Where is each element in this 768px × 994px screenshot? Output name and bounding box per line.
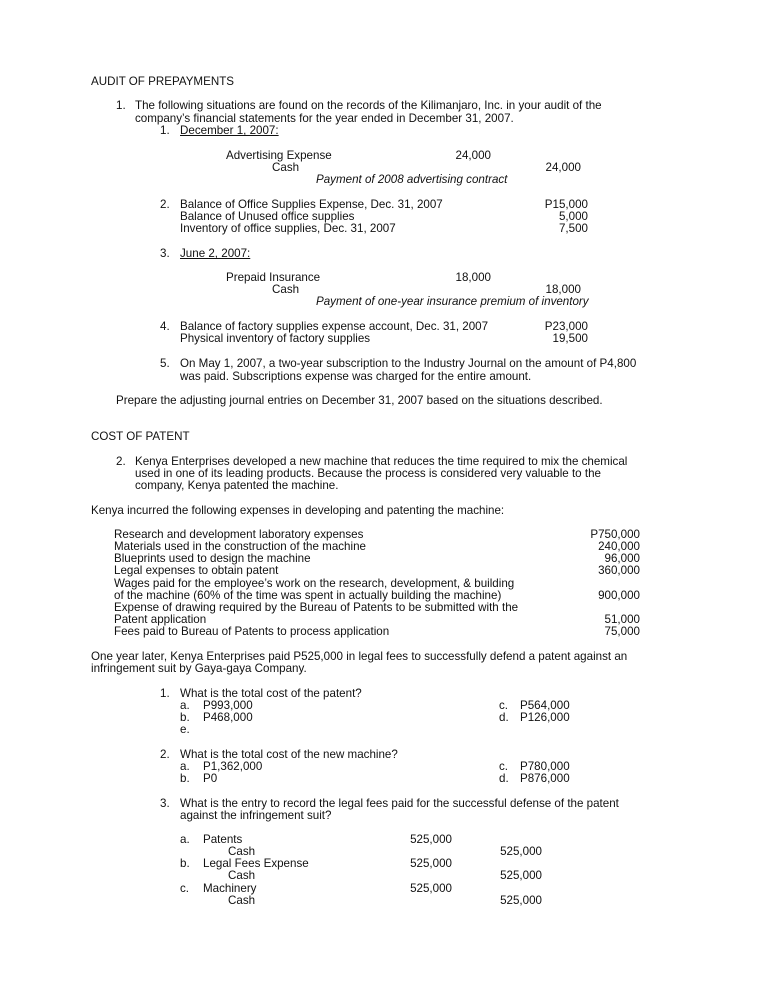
choice-credit-account: Cash (228, 845, 256, 858)
item-number: 1. (116, 99, 126, 112)
question-text: What is the total cost of the new machine? (180, 748, 398, 761)
paragraph-line: infringement suit by Gaya-gaya Company. (91, 662, 307, 675)
expense-amount: 900,000 (598, 589, 640, 602)
situation-date: June 2, 2007: (180, 247, 251, 260)
paragraph-line: One year later, Kenya Enterprises paid P525,000 in legal fees to successfully defend a patent against an (91, 650, 628, 663)
entry-memo: Payment of one-year insurance premium of inventory (316, 295, 589, 308)
balance-label: Balance of Unused office supplies (180, 210, 355, 223)
paragraph-line: The following situations are found on the records of the Kilimanjaro, Inc. in your audit of the (135, 99, 602, 112)
debit-amount: 24,000 (455, 149, 491, 162)
choice-key: a. (180, 833, 190, 846)
choice-c: P780,000 (520, 760, 570, 773)
choice-b: P0 (203, 772, 218, 785)
choice-c: P564,000 (520, 699, 570, 712)
choice-b: P468,000 (203, 711, 253, 724)
balance-label: Balance of Office Supplies Expense, Dec. 31, 2007 (180, 198, 443, 211)
paragraph-line: was paid. Subscriptions expense was charged for the entire amount. (180, 370, 532, 383)
balance-amount: P23,000 (544, 320, 588, 333)
section-heading-prepayments: AUDIT OF PREPAYMENTS (91, 75, 235, 88)
credit-account: Cash (272, 161, 300, 174)
choice-credit-amount: 525,000 (500, 845, 542, 858)
expense-label: Fees paid to Bureau of Patents to process application (114, 625, 390, 638)
paragraph-line: company’s financial statements for the year ended in December 31, 2007. (135, 112, 514, 125)
choice-credit-account: Cash (228, 869, 256, 882)
sub-item-number: 5. (160, 357, 170, 370)
choice-credit-amount: 525,000 (500, 894, 542, 907)
choice-debit-account: Patents (203, 833, 243, 846)
sub-item-number: 4. (160, 320, 170, 333)
expense-label: Materials used in the construction of the machine (114, 540, 366, 553)
sub-item-number: 1. (160, 124, 170, 137)
credit-account: Cash (272, 283, 300, 296)
question-number: 1. (160, 687, 170, 700)
paragraph-line: used in one of its leading products. Because the process is considered very valuable to the (135, 467, 601, 480)
expense-amount: 360,000 (598, 564, 640, 577)
expense-label: Wages paid for the employee’s work on the research, development, & building (114, 577, 515, 590)
balance-amount: P15,000 (544, 198, 588, 211)
choice-key: d. (499, 711, 509, 724)
debit-amount: 18,000 (455, 271, 491, 284)
expense-amount: 51,000 (604, 613, 640, 626)
choice-debit-amount: 525,000 (410, 882, 452, 895)
choice-key: a. (180, 760, 190, 773)
expense-label: Research and development laboratory expenses (114, 528, 364, 541)
choice-a: P1,362,000 (203, 760, 263, 773)
balance-label: Physical inventory of factory supplies (180, 332, 371, 345)
choice-key: b. (180, 772, 190, 785)
choice-key: c. (499, 760, 509, 773)
choice-debit-account: Legal Fees Expense (203, 857, 309, 870)
choice-credit-amount: 525,000 (500, 869, 542, 882)
expense-amount: 96,000 (604, 552, 640, 565)
choice-d: P876,000 (520, 772, 570, 785)
section-heading-patent: COST OF PATENT (91, 430, 190, 443)
expense-label: Patent application (114, 613, 207, 626)
expense-amount: P750,000 (590, 528, 640, 541)
choice-key: e. (180, 723, 190, 736)
choice-debit-amount: 525,000 (410, 833, 452, 846)
choice-credit-account: Cash (228, 894, 256, 907)
choice-a: P993,000 (203, 699, 253, 712)
paragraph-line: On May 1, 2007, a two-year subscription to the Industry Journal on the amount of P4,800 (180, 357, 637, 370)
expense-label: Legal expenses to obtain patent (114, 564, 279, 577)
expense-amount: 240,000 (598, 540, 640, 553)
expense-label: of the machine (60% of the time was spent in actually building the machine) (114, 589, 502, 602)
credit-amount: 24,000 (545, 161, 581, 174)
balance-amount: 7,500 (558, 222, 588, 235)
paragraph-line: company, Kenya patented the machine. (135, 479, 339, 492)
credit-amount: 18,000 (545, 283, 581, 296)
choice-key: b. (180, 711, 190, 724)
question-text: against the infringement suit? (180, 809, 332, 822)
balance-amount: 19,500 (552, 332, 588, 345)
choice-key: d. (499, 772, 509, 785)
question-number: 3. (160, 797, 170, 810)
question-number: 2. (160, 748, 170, 761)
sub-item-number: 2. (160, 198, 170, 211)
choice-key: a. (180, 699, 190, 712)
paragraph-line: Kenya Enterprises developed a new machine that reduces the time required to mix the chemical (135, 455, 628, 468)
choice-key: b. (180, 857, 190, 870)
choice-key: c. (180, 882, 190, 895)
balance-label: Balance of factory supplies expense account, Dec. 31, 2007 (180, 320, 489, 333)
expense-label: Expense of drawing required by the Bureau of Patents to be submitted with the (114, 601, 519, 614)
choice-debit-amount: 525,000 (410, 857, 452, 870)
balance-label: Inventory of office supplies, Dec. 31, 2007 (180, 222, 396, 235)
item-number: 2. (116, 455, 126, 468)
balance-amount: 5,000 (558, 210, 588, 223)
choice-debit-account: Machinery (203, 882, 257, 895)
entry-memo: Payment of 2008 advertising contract (316, 173, 508, 186)
debit-account: Prepaid Insurance (226, 271, 321, 284)
expenses-intro: Kenya incurred the following expenses in developing and patenting the machine: (91, 504, 505, 517)
expense-amount: 75,000 (604, 625, 640, 638)
question-text: What is the entry to record the legal fees paid for the successful defense of the patent (180, 797, 619, 810)
debit-account: Advertising Expense (226, 149, 332, 162)
sub-item-number: 3. (160, 247, 170, 260)
choice-d: P126,000 (520, 711, 570, 724)
expense-label: Blueprints used to design the machine (114, 552, 311, 565)
instruction: Prepare the adjusting journal entries on December 31, 2007 based on the situations described. (116, 394, 603, 407)
question-text: What is the total cost of the patent? (180, 687, 362, 700)
situation-date: December 1, 2007: (180, 124, 279, 137)
choice-key: c. (499, 699, 509, 712)
